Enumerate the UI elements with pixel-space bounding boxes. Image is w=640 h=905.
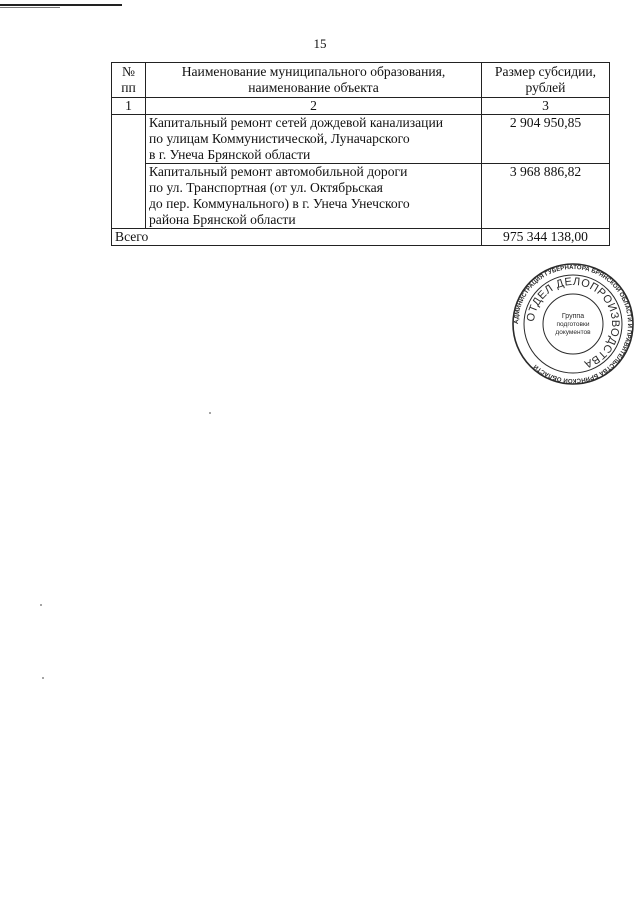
header-name bbox=[146, 63, 482, 98]
header-num-line: № bbox=[122, 64, 135, 79]
column-index: 2 bbox=[146, 98, 482, 115]
stamp-center-line: документов bbox=[555, 329, 591, 336]
row-num-cell bbox=[112, 115, 146, 229]
header-num bbox=[112, 63, 146, 98]
subsidy-table bbox=[111, 62, 610, 246]
header-name-line: Наименование муниципального образования, bbox=[181, 64, 446, 79]
office-stamp bbox=[511, 262, 635, 386]
column-index-row bbox=[112, 98, 610, 115]
table-row bbox=[112, 164, 610, 229]
object-name-line: до пер. Коммунального) в г. Унеча Унечского bbox=[149, 196, 410, 211]
object-name-line: по улицам Коммунистической, Луначарского bbox=[149, 131, 410, 146]
header-name-line: наименование объекта bbox=[248, 80, 379, 95]
object-name-line: района Брянской области bbox=[149, 212, 296, 227]
amount-cell: 3 968 886,82 bbox=[482, 164, 610, 229]
header-num-line: пп bbox=[121, 80, 136, 95]
scan-speck bbox=[40, 604, 42, 606]
column-index: 3 bbox=[482, 98, 610, 115]
stamp-outer-text: АДМИНИСТРАЦИЯ ГУБЕРНАТОРА БРЯНСКОЙ ОБЛАСТИ И ПРАВИТЕЛЬСТВА БРЯНСКОЙ ОБЛАСТИ bbox=[512, 263, 634, 385]
table-header-row bbox=[112, 63, 610, 98]
total-row bbox=[112, 229, 610, 246]
top-rule-secondary bbox=[0, 7, 60, 8]
object-name-line: в г. Унеча Брянской области bbox=[149, 147, 311, 162]
object-name-line: Капитальный ремонт сетей дождевой канализации bbox=[149, 115, 443, 130]
object-name-cell bbox=[146, 115, 482, 164]
table-row bbox=[112, 115, 610, 164]
object-name-line: Капитальный ремонт автомобильной дороги bbox=[149, 164, 408, 179]
total-amount: 975 344 138,00 bbox=[482, 229, 610, 246]
top-rule bbox=[0, 4, 122, 6]
stamp-center-line: Группа bbox=[561, 313, 585, 320]
stamp-ring-text: ОТДЕЛ ДЕЛОПРОИЗВОДСТВА bbox=[524, 275, 622, 371]
page-number: 15 bbox=[313, 36, 327, 51]
amount-cell: 2 904 950,85 bbox=[482, 115, 610, 164]
scan-speck bbox=[209, 412, 211, 414]
stamp-center-line: подготовки bbox=[556, 321, 590, 328]
header-amount-line: Размер субсидии, bbox=[494, 64, 597, 79]
total-label: Всего bbox=[112, 229, 482, 246]
object-name-line: по ул. Транспортная (от ул. Октябрьская bbox=[149, 180, 383, 195]
object-name-cell bbox=[146, 164, 482, 229]
column-index: 1 bbox=[112, 98, 146, 115]
header-amount bbox=[482, 63, 610, 98]
header-amount-line: рублей bbox=[525, 80, 566, 95]
scan-speck bbox=[42, 677, 44, 679]
